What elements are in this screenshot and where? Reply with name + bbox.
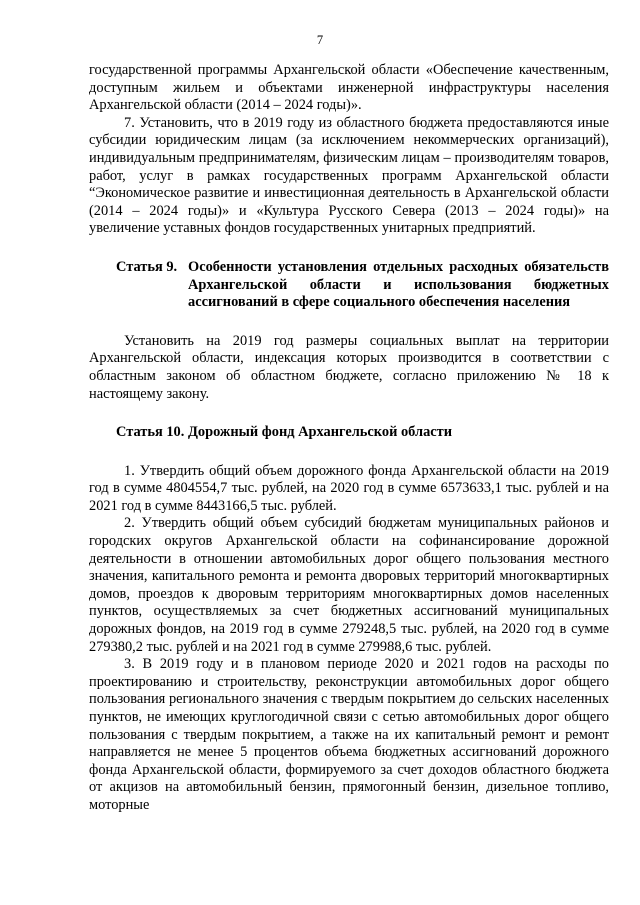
paragraph-program-continuation: государственной программы Архангельской области «Обеспечение качественным, доступным жильем и объектами инженерной инфраструктуры населения Архангельской области (2014 – 2024 годы)». — [89, 62, 609, 114]
article-10-title: Дорожный фонд Архангельской области — [188, 424, 453, 441]
page-number: 7 — [316, 33, 324, 47]
article-9-title: Особенности установления отдельных расходных обязательств Архангельской области и использования бюджетных ассигнований в сфере социального обеспечения населения — [188, 258, 609, 311]
document-body — [89, 62, 609, 815]
paragraph-article-9: Установить на 2019 год размеры социальных выплат на территории Архангельской области, индексация которых производится в соответствии с областным законом об областном бюджете, согласно приложению № 18 к настоящему закону. — [89, 332, 609, 402]
paragraph-article-10-item-3: 3. В 2019 году и в плановом периоде 2020 и 2021 годов на расходы по проектированию и строительству, реконструкции автомобильных дорог общего пользования регионального значения с твердым покрытием до сельских населенных пунктов, не имеющих круглогодичной связи с сетью автомобильных дорог общего пользования с твердым покрытием, а также на их капитальный ремонт и ремонт направляется не менее 5 процентов объема бюджетных ассигнований дорожного фонда Архангельской области, формируемого за счет доходов областного бюджета от акцизов на автомобильный бензин, прямогонный бензин, дизельное топливо, моторные — [89, 656, 609, 813]
article-10-heading — [89, 424, 609, 442]
paragraph-article-10-item-2: 2. Утвердить общий объем субсидий бюджетам муниципальных районов и городских округов Архангельской области на софинансирование дорожной деятельности в отношении автомобильных дорог общего пользования местного значения, капитального ремонта и ремонта дворовых территорий многоквартирных домов, проездов к дворовым территориям многоквартирных домов населенных пунктов, осуществляемых за счет бюджетных ассигнований муниципальных дорожных фондов, на 2019 год в сумме 279248,5 тыс. рублей, на 2020 год в сумме 279380,2 тыс. рублей и на 2021 год в сумме 279988,6 тыс. рублей. — [89, 515, 609, 655]
paragraph-item-7: 7. Установить, что в 2019 году из областного бюджета предоставляются иные субсидии юридическим лицам (за исключением некоммерческих организаций), индивидуальным предпринимателям, физическим лицам – производителям товаров, работ, услуг в рамках государственных программ Архангельской области “Экономическое развитие и инвестиционная деятельность в Архангельской области (2014 – 2024 годы)» и «Культура Русского Севера (2013 – 2024 годы)» на увеличение уставных фондов государственных унитарных предприятий. — [89, 114, 609, 237]
paragraph-article-10-item-1: 1. Утвердить общий объем дорожного фонда Архангельской области на 2019 год в сумме 4804554,7 тыс. рублей, на 2020 год в сумме 6573633,1 тыс. рублей и на 2021 год в сумме 8443166,5 тыс. рублей. — [89, 462, 609, 514]
article-9-label: Статья 9. — [116, 258, 178, 275]
article-10-label: Статья 10. — [116, 424, 185, 441]
article-9-heading — [89, 259, 609, 312]
